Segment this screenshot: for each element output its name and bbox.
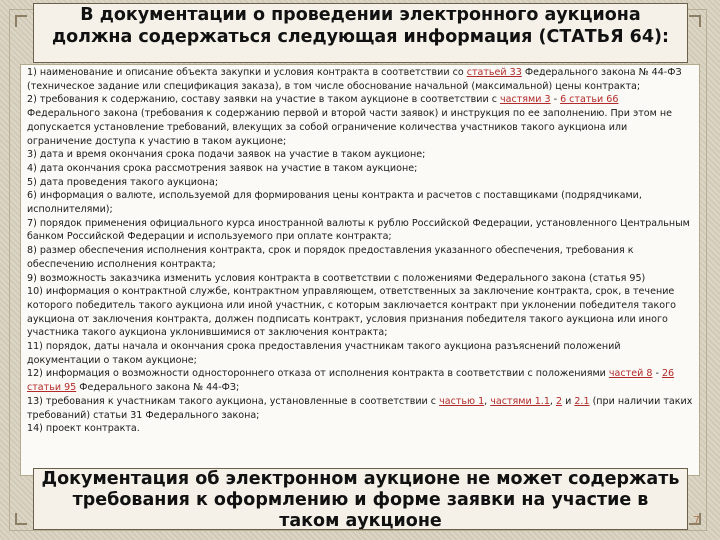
law-reference-link[interactable]: 2 xyxy=(555,395,563,407)
law-reference-link[interactable]: статьей 33 xyxy=(466,67,522,78)
item-text: 11) порядок, даты начала и окончания срока предоставления участникам такого аукциона разъяснений положений документации о таком аукционе; xyxy=(27,341,621,366)
law-reference-link[interactable]: 6 статьи 66 xyxy=(560,94,619,106)
list-item xyxy=(27,217,693,244)
footer-note: Документация об электронном аукционе не может содержать требования к оформлению и форме заявки на участие в таком аукционе xyxy=(41,469,680,530)
law-reference-link[interactable]: частями 3 xyxy=(500,94,551,106)
item-text: 9) возможность заказчика изменить условия контракта в соответствии с положениями Федерального закона (статья 95) xyxy=(27,272,646,284)
item-text: 7) порядок применения официального курса иностранной валюты к рублю Российской Федерации, установленного Центральным банком Российской Федерации и используемого при оплате контракта; xyxy=(27,217,690,243)
item-text: 10) информация о контрактной службе, контрактном управляющем, ответственных за заключение контракта, срок, в течение которого победитель такого аукциона или иной участник, с которым заключается контракт при уклонении победителя такого аукциона от заключения контракта, должен подписать контракт, условия признания победителя такого аукциона или иного участника такого аукциона уклонившимися от заключения контракта; xyxy=(27,286,676,339)
list-item xyxy=(27,272,693,286)
list-item xyxy=(27,367,693,394)
corner-ornament xyxy=(15,15,27,27)
item-text: 14) проект контракта. xyxy=(27,423,140,435)
list-item xyxy=(27,93,693,148)
list-item xyxy=(27,285,693,340)
list-item xyxy=(27,162,693,176)
item-text: Федерального закона (требования к содержанию первой и второй части заявок) и инструкция по ее заполнению. При этом не допускается установление требований, влекущих за собой ограничение количества участников такого аукциона или ограничение доступа к участию в таком аукционе; xyxy=(27,108,672,147)
item-text: , xyxy=(549,395,556,407)
item-text: 2) требования к содержанию, составу заявки на участие в таком аукционе в соответствии с xyxy=(27,94,500,106)
item-text: , xyxy=(484,395,491,407)
footer-box xyxy=(33,468,688,530)
list-item xyxy=(27,244,693,271)
list-item xyxy=(27,340,693,367)
item-text: Федерального закона № 44-ФЗ; xyxy=(76,382,240,394)
item-text: и xyxy=(562,395,575,407)
requirements-list xyxy=(27,66,693,436)
law-reference-link[interactable]: 2.1 xyxy=(574,395,590,407)
item-text: 3) дата и время окончания срока подачи заявок на участие в таком аукционе; xyxy=(27,149,426,161)
item-text: 6) информация о валюте, используемой для формирования цены контракта и расчетов с поставщиками (подрядчиками, исполнителями); xyxy=(27,190,642,216)
item-text: 12) информация о возможности одностороннего отказа от исполнения контракта в соответствии с положениями xyxy=(27,368,609,380)
corner-ornament xyxy=(689,15,701,27)
list-item xyxy=(27,189,693,216)
slide-title: В документации о проведении электронного аукциона должна содержаться следующая информация (СТАТЬЯ 64): xyxy=(52,5,669,47)
content-panel xyxy=(20,64,700,476)
item-text: Федерального закона № 44-ФЗ (техническое задание или спецификация заказа), в том числе обоснование начальной (максимальной) цены контракта; xyxy=(27,67,682,92)
item-text: 13) требования к участникам такого аукциона, установленные в соответствии с xyxy=(27,395,440,407)
list-item xyxy=(27,395,693,422)
item-text: - xyxy=(652,368,662,380)
list-item xyxy=(27,66,693,93)
law-reference-link[interactable]: 26 статьи 95 xyxy=(27,368,675,394)
item-text: 1) наименование и описание объекта закупки и условия контракта в соответствии со xyxy=(27,67,467,78)
list-item xyxy=(27,422,693,436)
law-reference-link[interactable]: частями 1.1 xyxy=(490,395,550,407)
law-reference-link[interactable]: частью 1 xyxy=(439,395,485,407)
item-text: (при наличии таких требований) статьи 31 Федерального закона; xyxy=(27,395,693,421)
corner-ornament xyxy=(15,513,27,525)
item-text: 5) дата проведения такого аукциона; xyxy=(27,176,219,188)
item-text: - xyxy=(550,94,561,106)
list-item xyxy=(27,148,693,162)
item-text: 4) дата окончания срока рассмотрения заявок на участие в таком аукционе; xyxy=(27,162,418,174)
list-item xyxy=(27,176,693,190)
item-text: 8) размер обеспечения исполнения контракта, срок и порядок предоставления указанного обеспечения, требования к обеспечению исполнения контракта; xyxy=(27,245,634,270)
page-number: 7 xyxy=(693,514,700,527)
law-reference-link[interactable]: частей 8 xyxy=(608,368,653,380)
title-box xyxy=(33,3,688,63)
